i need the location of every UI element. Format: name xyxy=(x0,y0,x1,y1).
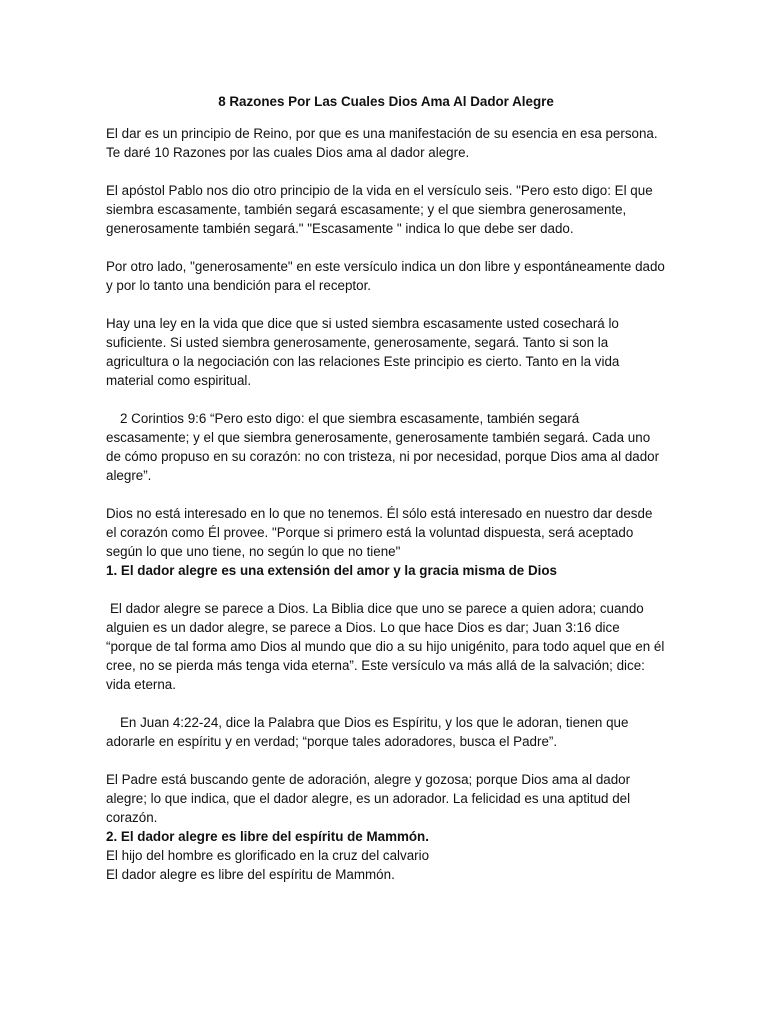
paragraph-generosamente: Por otro lado, "generosamente" en este versículo indica un don libre y espontáneamente dado y por lo tanto una bendición para el receptor. xyxy=(106,259,665,293)
paragraph-dios-no-interesado: Dios no está interesado en lo que no tenemos. Él sólo está interesado en nuestro dar desde el corazón como Él provee. "Porque si primero está la voluntad dispuesta, será aceptado según lo que uno tiene, no según lo que no tiene" xyxy=(106,506,653,559)
paragraph-pablo: El apóstol Pablo nos dio otro principio de la vida en el versículo seis. "Pero esto digo: El que siembra escasamente, también segará escasamente; y el que siembra generosamente, generosamente también segará." "Escasamente " indica lo que debe ser dado. xyxy=(106,183,653,236)
document-page xyxy=(106,92,666,884)
section-heading-2: 2. El dador alegre es libre del espíritu de Mammón. xyxy=(106,829,429,844)
paragraph-dador-parece: El dador alegre se parece a Dios. La Biblia dice que uno se parece a quien adora; cuando alguien es un dador alegre, se parece a Dios. Lo que hace Dios es dar; Juan 3:16 dice “porque de tal forma amo Dios al mundo que dio a su hijo unigénito, para todo aquel que en él cree, no se pierda más tenga vida eterna”. Este versículo va más allá de la salvación; dice: vida eterna. xyxy=(106,601,665,692)
document-title: 8 Razones Por Las Cuales Dios Ama Al Dador Alegre xyxy=(218,94,554,109)
line-dador-libre: El dador alegre es libre del espíritu de Mammón. xyxy=(106,867,395,882)
line-hijo-hombre: El hijo del hombre es glorificado en la cruz del calvario xyxy=(106,848,430,863)
section-heading-1: 1. El dador alegre es una extensión del amor y la gracia misma de Dios xyxy=(106,563,557,578)
paragraph-intro: El dar es un principio de Reino, por que es una manifestación de su esencia en esa persona. Te daré 10 Razones por las cuales Dios ama al dador alegre. xyxy=(106,126,658,160)
paragraph-padre-buscando: El Padre está buscando gente de adoración, alegre y gozosa; porque Dios ama al dador alegre; lo que indica, que el dador alegre, es un adorador. La felicidad es una aptitud del corazón. xyxy=(106,772,631,825)
paragraph-corintios: 2 Corintios 9:6 “Pero esto digo: el que siembra escasamente, también segará escasamente; y el que siembra generosamente, generosamente también segará. Cada uno de cómo propuso en su corazón: no con tristeza, ni por necesidad, porque Dios ama al dador alegre”. xyxy=(106,411,660,483)
paragraph-ley: Hay una ley en la vida que dice que si usted siembra escasamente usted cosechará lo suficiente. Si usted siembra generosamente, generosamente, segará. Tanto si son la agricultura o la negociación con las relaciones Este principio es cierto. Tanto en la vida material como espiritual. xyxy=(106,316,620,388)
paragraph-juan-4: En Juan 4:22-24, dice la Palabra que Dios es Espíritu, y los que le adoran, tienen que adorarle en espíritu y en verdad; “porque tales adoradores, busca el Padre”. xyxy=(106,715,629,749)
